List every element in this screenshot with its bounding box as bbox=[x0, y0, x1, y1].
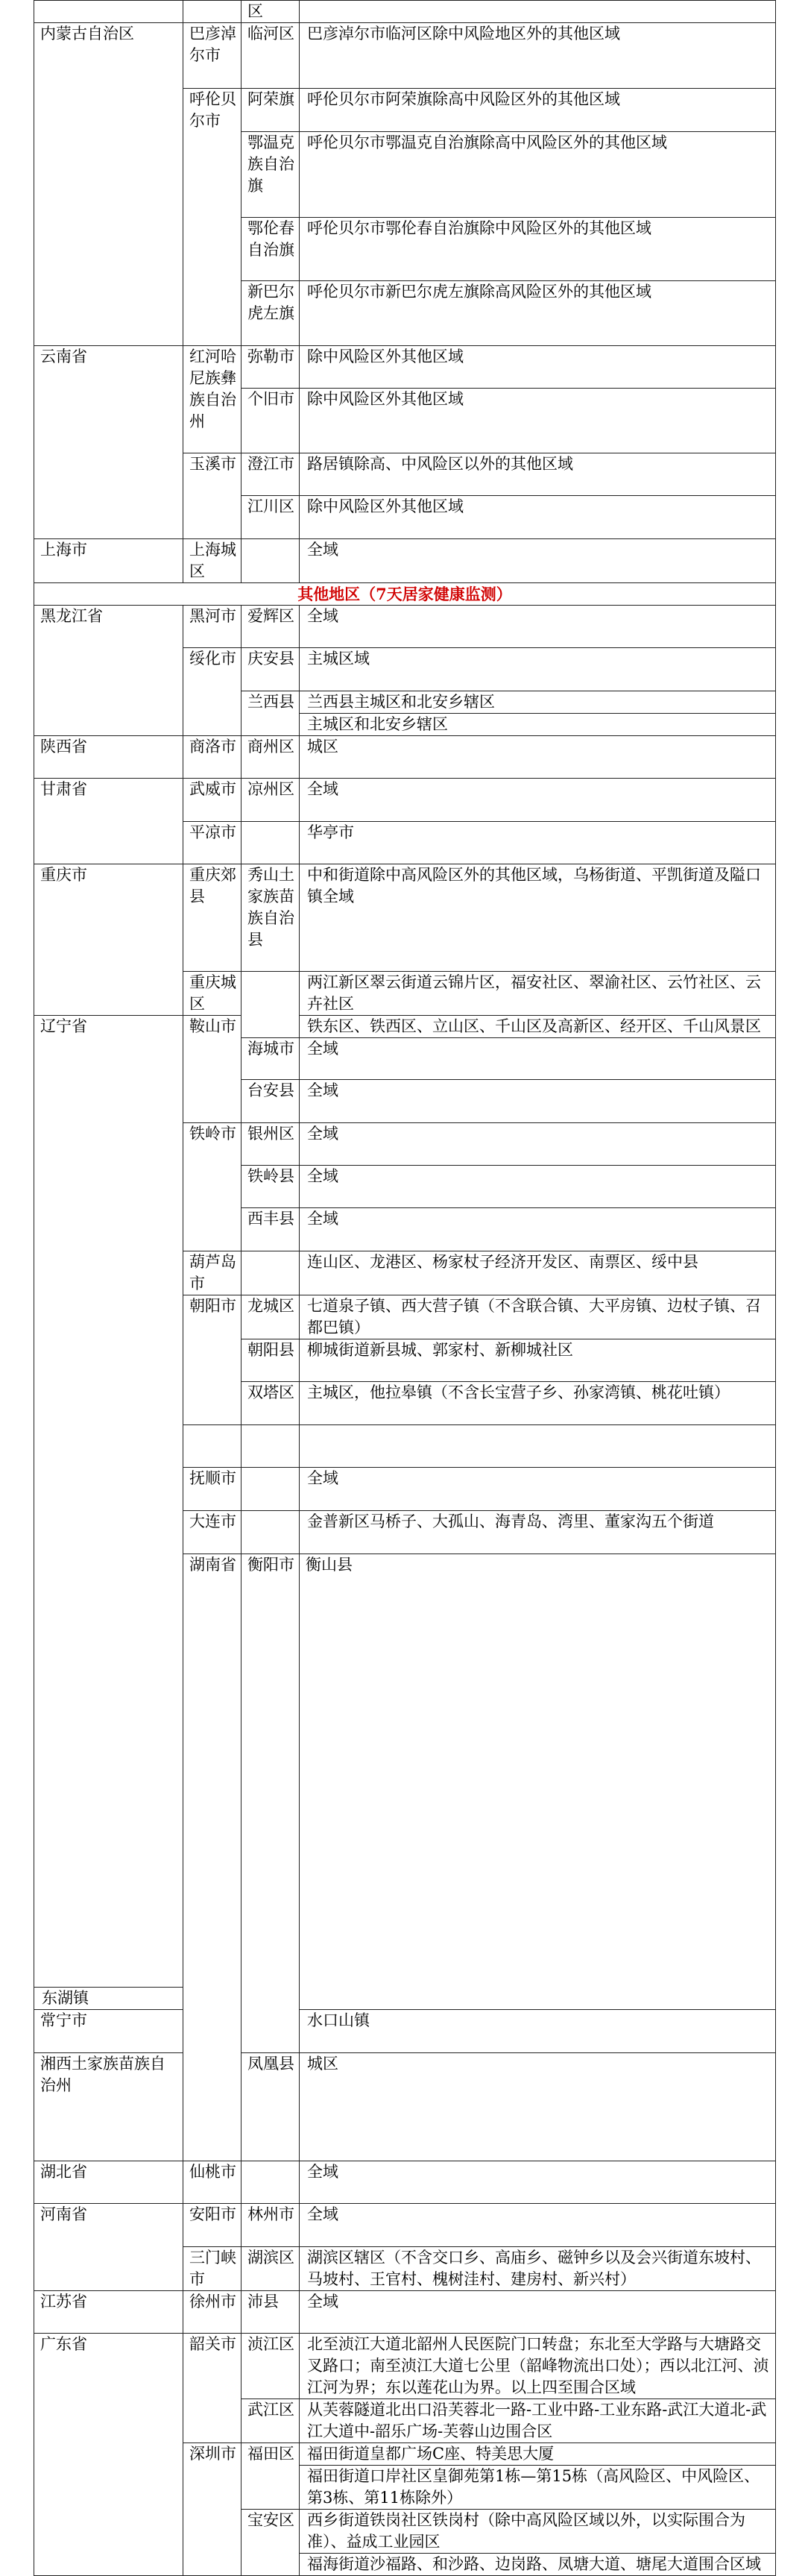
table-cell: 辽宁省 bbox=[34, 1016, 183, 1988]
table-row bbox=[34, 736, 776, 779]
table-cell bbox=[183, 1, 242, 23]
table-cell: 凉州区 bbox=[242, 779, 300, 822]
table-cell: 柳城街道新县城、郭家村、新柳城社区 bbox=[300, 1339, 776, 1382]
table-cell: 金普新区马桥子、大孤山、海青岛、湾里、董家沟五个街道 bbox=[300, 1511, 776, 1554]
table-cell: 区 bbox=[242, 1, 300, 23]
table-cell: 呼伦贝尔市新巴尔虎左旗除高风险区外的其他区域 bbox=[300, 281, 776, 346]
table-cell bbox=[242, 972, 300, 1038]
table-cell: 新巴尔虎左旗 bbox=[242, 281, 300, 346]
table-cell: 抚顺市 bbox=[183, 1468, 242, 1511]
table-cell: 呼伦贝尔市阿荣旗除高中风险区外的其他区域 bbox=[300, 89, 776, 132]
table-row bbox=[34, 1016, 776, 1038]
table-cell: 武威市 bbox=[183, 779, 242, 822]
table-cell bbox=[242, 1511, 300, 1554]
table-cell: 水口山镇 bbox=[300, 2010, 776, 2053]
table-cell: 呼伦贝尔市鄂温克自治旗除高中风险区外的其他区域 bbox=[300, 132, 776, 218]
table-cell: 除中风险区外其他区域 bbox=[300, 496, 776, 539]
table-cell: 从芙蓉隧道北出口沿芙蓉北一路-工业中路-工业东路-武江大道北-武江大道中-韶乐广场-芙蓉山边围合区 bbox=[300, 2399, 776, 2443]
table-cell: 福海街道沙福路、和沙路、边岗路、凤塘大道、塘尾大道围合区域 bbox=[300, 2554, 776, 2576]
table-cell: 华亭市 bbox=[300, 822, 776, 864]
table-cell: 弥勒市 bbox=[242, 346, 300, 389]
table-row bbox=[34, 346, 776, 389]
table-cell: 沛县 bbox=[242, 2291, 300, 2334]
table-cell: 全域 bbox=[300, 779, 776, 822]
table-cell: 台安县 bbox=[242, 1080, 300, 1123]
table-cell: 全域 bbox=[300, 1080, 776, 1123]
table-cell: 福田街道口岸社区皇御苑第1栋—第15栋（高风险区、中风险区、第3栋、第11栋除外） bbox=[300, 2466, 776, 2510]
table-cell: 湘西土家族苗族自治州 bbox=[34, 2053, 183, 2161]
table-cell: 秀山土家族苗族自治县 bbox=[242, 864, 300, 972]
table-cell: 铁岭县 bbox=[242, 1166, 300, 1208]
table-cell: 河南省 bbox=[34, 2204, 183, 2291]
table-row bbox=[34, 606, 776, 648]
table-cell: 爱辉区 bbox=[242, 606, 300, 648]
section-title: 其他地区（7天居家健康监测） bbox=[34, 583, 776, 606]
table-cell: 铁东区、铁西区、立山区、千山区及高新区、经开区、千山风景区 bbox=[300, 1016, 776, 1038]
table-cell: 常宁市 bbox=[34, 2010, 183, 2053]
table-cell: 全域 bbox=[300, 1166, 776, 1208]
table-cell: 鞍山市 bbox=[183, 1016, 242, 1123]
table-row bbox=[34, 2010, 776, 2053]
table-cell: 葫芦岛市 bbox=[183, 1251, 242, 1295]
table-cell: 朝阳县 bbox=[242, 1339, 300, 1382]
table-cell: 湖南省 bbox=[183, 1554, 242, 2161]
table-cell: 双塔区 bbox=[242, 1382, 300, 1425]
table-cell: 全域 bbox=[300, 2204, 776, 2247]
table-cell: 黑龙江省 bbox=[34, 606, 183, 736]
table-cell: 湖滨区辖区（不含交口乡、高庙乡、磁钟乡以及会兴街道东坡村、马坡村、王官村、槐树洼村、建房村、新兴村） bbox=[300, 2247, 776, 2291]
table-cell: 福田区 bbox=[242, 2443, 300, 2510]
table-cell: 广东省 bbox=[34, 2334, 183, 2576]
table-cell: 七道泉子镇、西大营子镇（不含联合镇、大平房镇、边杖子镇、召都巴镇） bbox=[300, 1295, 776, 1339]
table-cell: 巴彦淖尔市 bbox=[183, 23, 242, 89]
table-cell: 连山区、龙港区、杨家杖子经济开发区、南票区、绥中县 bbox=[300, 1251, 776, 1295]
table-cell bbox=[242, 1425, 300, 1468]
table-cell: 全域 bbox=[300, 2291, 776, 2334]
table-cell bbox=[183, 1425, 242, 1468]
table-row bbox=[34, 2161, 776, 2204]
table-cell: 红河哈尼族彝族自治州 bbox=[183, 346, 242, 453]
table-cell bbox=[242, 2161, 300, 2204]
table-cell: 主城区和北安乡辖区 bbox=[300, 714, 776, 736]
table-cell: 商洛市 bbox=[183, 736, 242, 779]
table-cell bbox=[242, 1251, 300, 1295]
table-cell bbox=[242, 822, 300, 864]
table-cell: 林州市 bbox=[242, 2204, 300, 2247]
table-cell: 龙城区 bbox=[242, 1295, 300, 1339]
table-cell: 玉溪市 bbox=[183, 453, 242, 539]
table-cell: 江川区 bbox=[242, 496, 300, 539]
table-cell: 朝阳市 bbox=[183, 1295, 242, 1425]
table-cell: 上海市 bbox=[34, 539, 183, 583]
table-cell: 澄江市 bbox=[242, 453, 300, 496]
table-cell: 城区 bbox=[300, 2053, 776, 2161]
table-cell: 重庆城区 bbox=[183, 972, 242, 1016]
table-cell: 铁岭市 bbox=[183, 1123, 242, 1251]
table-cell: 全域 bbox=[300, 1038, 776, 1080]
table-cell: 个旧市 bbox=[242, 389, 300, 453]
table-cell: 主城区域 bbox=[300, 648, 776, 691]
table-cell: 仙桃市 bbox=[183, 2161, 242, 2204]
table-cell: 北至浈江大道北韶州人民医院门口转盘；东北至大学路与大塘路交叉路口；南至浈江大道七公里（韶峰物流出口处）；西以北江河、浈江河为界；东以莲花山为界。以上四至围合区域 bbox=[300, 2334, 776, 2399]
table-cell: 韶关市 bbox=[183, 2334, 242, 2443]
table-cell: 全域 bbox=[300, 606, 776, 648]
table-cell: 西乡街道铁岗社区铁岗村（除中高风险区域以外，以实际围合为准）、益成工业园区 bbox=[300, 2510, 776, 2554]
table-cell: 黑河市 bbox=[183, 606, 242, 648]
table-cell: 上海城区 bbox=[183, 539, 242, 583]
table-cell: 江苏省 bbox=[34, 2291, 183, 2334]
table-cell bbox=[242, 1468, 300, 1511]
table-cell: 安阳市 bbox=[183, 2204, 242, 2247]
section-header-row bbox=[34, 583, 776, 606]
table-cell: 三门峡市 bbox=[183, 2247, 242, 2291]
table-cell: 巴彦淖尔市临河区除中风险地区外的其他区域 bbox=[300, 23, 776, 89]
table-cell: 路居镇除高、中风险区以外的其他区域 bbox=[300, 453, 776, 496]
table-row bbox=[34, 2053, 776, 2161]
table-row bbox=[34, 23, 776, 89]
table-cell: 兰西县 bbox=[242, 691, 300, 736]
table-row bbox=[34, 864, 776, 972]
table-cell: 商州区 bbox=[242, 736, 300, 779]
table-cell: 全域 bbox=[300, 539, 776, 583]
table-cell: 陕西省 bbox=[34, 736, 183, 779]
table-cell: 鄂伦春自治旗 bbox=[242, 218, 300, 281]
table-cell: 全域 bbox=[300, 2161, 776, 2204]
table-cell: 凤凰县 bbox=[242, 2053, 300, 2161]
risk-area-table bbox=[34, 0, 776, 2576]
table-cell: 西丰县 bbox=[242, 1208, 300, 1251]
table-cell: 庆安县 bbox=[242, 648, 300, 691]
table-cell: 全域 bbox=[300, 1468, 776, 1511]
table-cell: 主城区，他拉皋镇（不含长宝营子乡、孙家湾镇、桃花吐镇） bbox=[300, 1382, 776, 1425]
table-cell: 云南省 bbox=[34, 346, 183, 539]
table-cell: 东湖镇 bbox=[34, 1988, 183, 2010]
table-cell: 内蒙古自治区 bbox=[34, 23, 183, 346]
table-cell: 除中风险区外其他区域 bbox=[300, 346, 776, 389]
table-cell: 呼伦贝尔市 bbox=[183, 89, 242, 346]
table-cell: 呼伦贝尔市鄂伦春自治旗除中风险区外的其他区域 bbox=[300, 218, 776, 281]
table-cell: 宝安区 bbox=[242, 2510, 300, 2576]
table-cell: 重庆市 bbox=[34, 864, 183, 1016]
table-cell: 衡山县 bbox=[300, 1554, 776, 2010]
table-cell bbox=[300, 1425, 776, 1468]
table-cell: 浈江区 bbox=[242, 2334, 300, 2399]
table-cell: 海城市 bbox=[242, 1038, 300, 1080]
table-cell: 鄂温克族自治旗 bbox=[242, 132, 300, 218]
table-cell: 兰西县主城区和北安乡辖区 bbox=[300, 691, 776, 714]
table-cell: 重庆郊县 bbox=[183, 864, 242, 972]
table-cell: 城区 bbox=[300, 736, 776, 779]
table-cell: 银州区 bbox=[242, 1123, 300, 1166]
table-cell: 两江新区翠云街道云锦片区，福安社区、翠渝社区、云竹社区、云卉社区 bbox=[300, 972, 776, 1016]
table-row bbox=[34, 2291, 776, 2334]
table-row bbox=[34, 2334, 776, 2399]
table-cell: 湖滨区 bbox=[242, 2247, 300, 2291]
table-cell: 除中风险区外其他区域 bbox=[300, 389, 776, 453]
table-row bbox=[34, 1, 776, 23]
table-row bbox=[34, 779, 776, 822]
table-cell: 阿荣旗 bbox=[242, 89, 300, 132]
table-cell: 武江区 bbox=[242, 2399, 300, 2443]
table-cell: 福田街道皇都广场C座、特美思大厦 bbox=[300, 2443, 776, 2466]
table-cell: 深圳市 bbox=[183, 2443, 242, 2576]
table-cell bbox=[34, 1, 183, 23]
table-cell: 绥化市 bbox=[183, 648, 242, 736]
table-body bbox=[34, 1, 776, 2576]
table-cell: 平凉市 bbox=[183, 822, 242, 864]
table-cell: 湖北省 bbox=[34, 2161, 183, 2204]
table-cell bbox=[300, 1, 776, 23]
table-cell: 大连市 bbox=[183, 1511, 242, 1554]
table-cell: 徐州市 bbox=[183, 2291, 242, 2334]
table-cell bbox=[242, 539, 300, 583]
table-cell: 全域 bbox=[300, 1123, 776, 1166]
table-row bbox=[34, 539, 776, 583]
table-row bbox=[34, 2204, 776, 2247]
table-cell: 衡阳市 bbox=[242, 1554, 300, 2053]
table-cell: 临河区 bbox=[242, 23, 300, 89]
table-cell: 全域 bbox=[300, 1208, 776, 1251]
table-cell: 甘肃省 bbox=[34, 779, 183, 864]
table-cell: 中和街道除中高风险区外的其他区域，乌杨街道、平凯街道及隘口镇全域 bbox=[300, 864, 776, 972]
